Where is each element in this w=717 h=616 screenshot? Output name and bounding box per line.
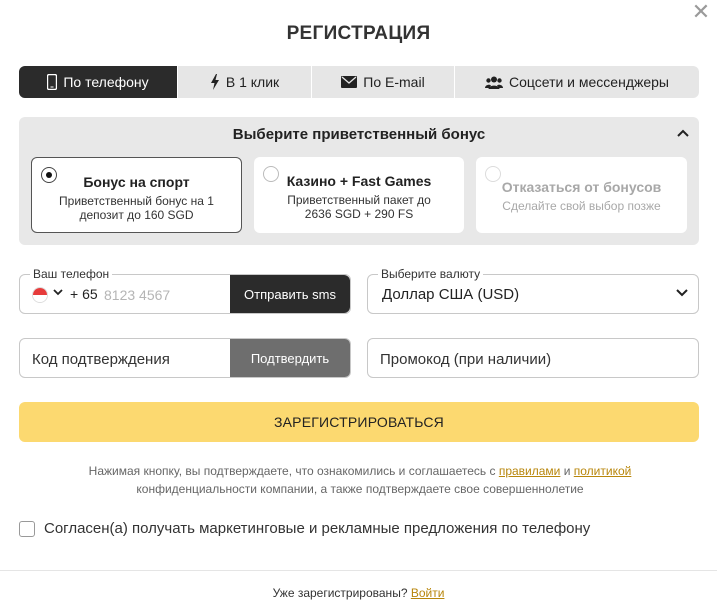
currency-value: Доллар США (USD)	[382, 286, 520, 303]
send-sms-button[interactable]: Отправить sms	[230, 275, 350, 313]
currency-label: Выберите валюту	[378, 267, 483, 281]
chevron-down-icon[interactable]	[676, 289, 688, 297]
divider	[0, 570, 717, 571]
bonus-option-decline[interactable]	[476, 157, 687, 233]
tab-social-label: Соцсети и мессенджеры	[508, 74, 669, 90]
footer	[0, 586, 717, 600]
register-button[interactable]: ЗАРЕГИСТРИРОВАТЬСЯ	[19, 402, 699, 442]
confirmation-code-field	[19, 338, 351, 378]
registration-tabs	[19, 66, 699, 98]
chevron-up-icon[interactable]	[677, 129, 689, 137]
phone-input[interactable]	[104, 285, 224, 305]
bonus-option-title: Отказаться от бонусов	[501, 179, 662, 195]
tab-one-click[interactable]	[178, 66, 312, 98]
consent-label: Согласен(а) получать маркетинговые и рекламные предложения по телефону	[44, 520, 591, 537]
users-icon	[485, 76, 503, 89]
lightning-icon	[210, 74, 220, 90]
radio-decline[interactable]	[485, 166, 501, 182]
close-icon[interactable]: ✕	[691, 0, 711, 24]
bonus-option-casino[interactable]	[254, 157, 464, 233]
tab-social[interactable]	[455, 66, 699, 98]
tab-email[interactable]	[312, 66, 455, 98]
tab-email-label: По E-mail	[363, 74, 425, 90]
bonus-selector	[19, 117, 699, 245]
bonus-option-title: Казино + Fast Games	[286, 173, 432, 189]
rules-link[interactable]: правилами	[498, 464, 561, 478]
bonus-option-title: Бонус на спорт	[83, 174, 190, 190]
bonus-option-desc: Приветственный пакет до 2636 SGD + 290 FS	[287, 193, 431, 221]
footer-text: Уже зарегистрированы?	[272, 586, 411, 600]
promo-field	[367, 338, 699, 378]
bonus-option-desc: Приветственный бонус на 1 депозит до 160 SGD	[59, 194, 214, 222]
currency-select[interactable]	[367, 267, 699, 314]
radio-casino[interactable]	[263, 166, 279, 182]
promo-input[interactable]	[380, 349, 680, 369]
terms-text: Нажимая кнопку, вы подтверждаете, что ознакомились и соглашаетесь с правилами и политикой конфиденциальности компании, а также подтверждаете свое совершеннолетие	[88, 464, 632, 496]
dialog-title: РЕГИСТРАЦИЯ	[286, 23, 431, 44]
confirmation-code-input[interactable]	[32, 349, 232, 369]
bonus-heading: Выберите приветственный бонус	[232, 126, 486, 143]
policy-link[interactable]: политикой	[573, 464, 632, 478]
marketing-consent[interactable]	[19, 520, 590, 537]
chevron-down-icon[interactable]	[53, 289, 63, 296]
login-link[interactable]: Войти	[410, 586, 445, 600]
radio-sport[interactable]	[41, 167, 57, 183]
tab-one-click-label: В 1 клик	[225, 74, 280, 90]
tab-phone[interactable]	[19, 66, 178, 98]
tab-phone-label: По телефону	[63, 74, 149, 90]
phone-prefix: + 65	[70, 286, 98, 302]
envelope-icon	[341, 76, 357, 88]
bonus-option-desc: Сделайте свой выбор позже	[502, 199, 661, 213]
bonus-option-sport[interactable]	[31, 157, 242, 233]
consent-checkbox[interactable]	[19, 521, 35, 537]
singapore-flag-icon[interactable]	[32, 287, 48, 303]
confirm-button[interactable]: Подтвердить	[230, 339, 350, 377]
phone-field	[19, 267, 351, 314]
phone-label: Ваш телефон	[30, 267, 112, 281]
phone-icon	[47, 74, 57, 90]
